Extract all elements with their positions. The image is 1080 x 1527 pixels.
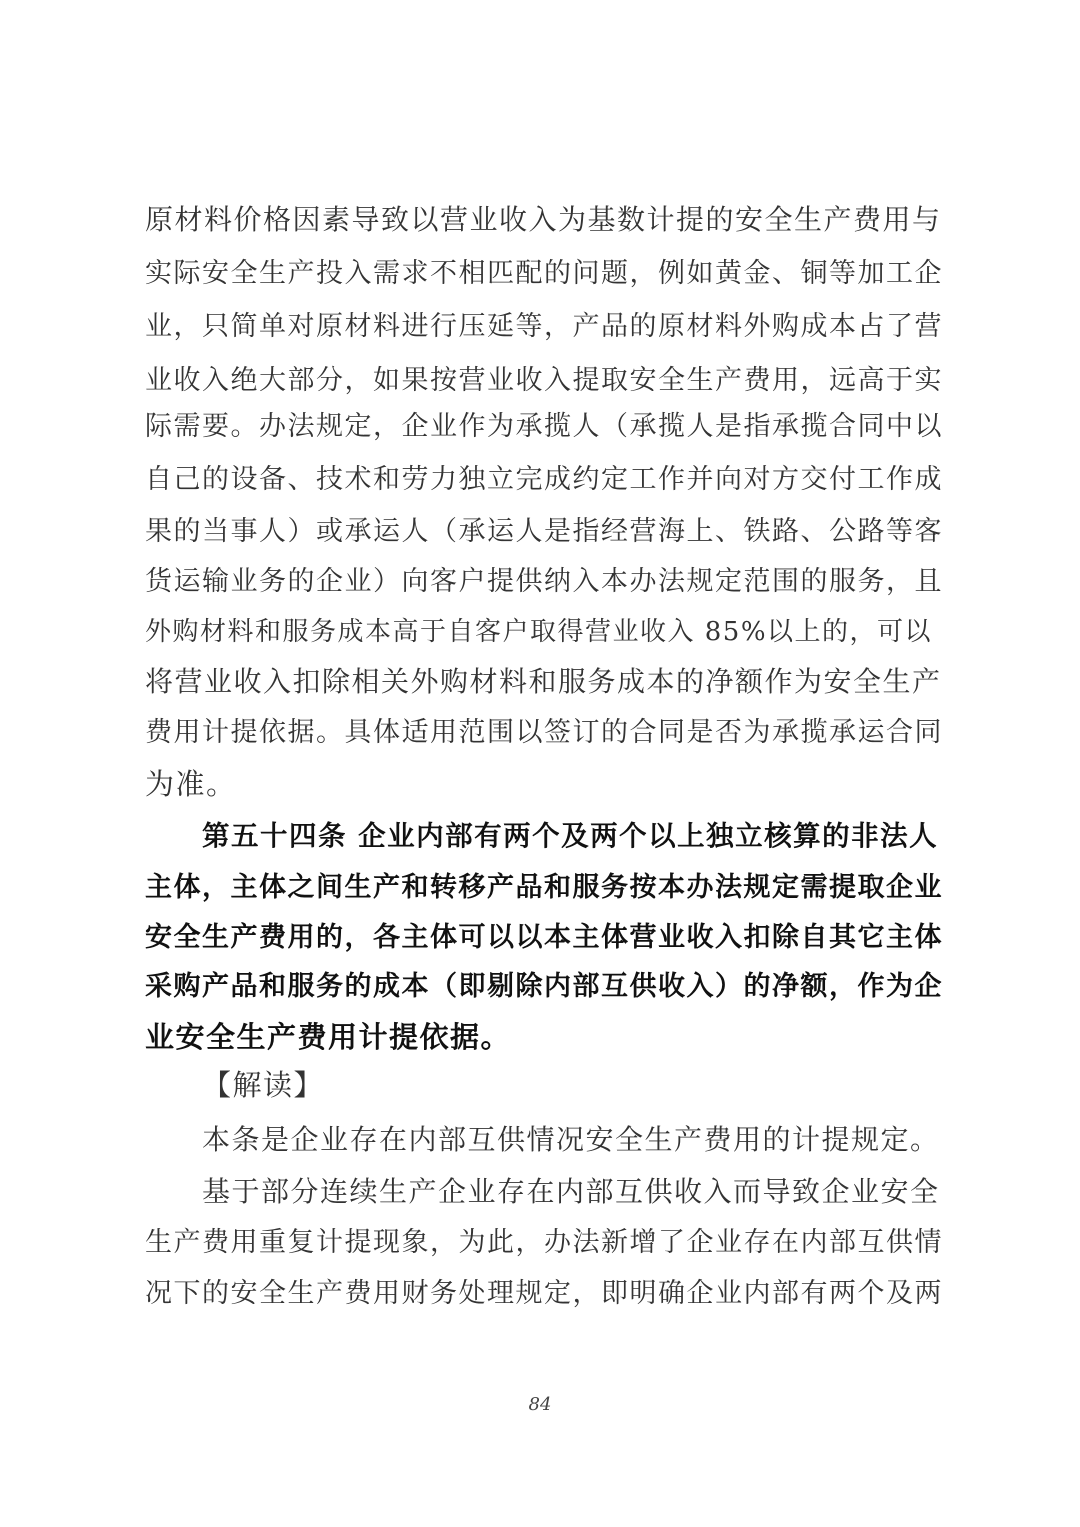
article-text-line: 业安全生产费用计提依据。 bbox=[145, 1020, 512, 1054]
text-line: 将营业收入扣除相关外购材料和服务成本的净额作为安全生产 bbox=[145, 665, 942, 698]
text-line: 为准。 bbox=[145, 767, 237, 801]
text-line: 际需要。办法规定，企业作为承揽人（承揽人是指承揽合同中以 bbox=[145, 411, 943, 442]
text-line: 业收入绝大部分，如果按营业收入提取安全生产费用，远高于实 bbox=[145, 365, 943, 396]
text-line: 费用计提依据。具体适用范围以签订的合同是否为承揽承运合同 bbox=[145, 717, 943, 748]
article-text-line: 主体，主体之间生产和转移产品和服务按本办法规定需提取企业 bbox=[145, 872, 943, 903]
page-number: 84 bbox=[528, 1394, 552, 1415]
text-line: 生产费用重复计提现象，为此，办法新增了企业存在内部互供情 bbox=[145, 1227, 943, 1258]
interpretation-label: 【解读】 bbox=[202, 1068, 325, 1102]
article-heading-line: 第五十四条 企业内部有两个及两个以上独立核算的非法人 bbox=[202, 820, 939, 852]
text-line: 业，只简单对原材料进行压延等，产品的原材料外购成本占了营 bbox=[145, 311, 943, 342]
text-line: 本条是企业存在内部互供情况安全生产费用的计提规定。 bbox=[202, 1123, 940, 1156]
article-text-line: 安全生产费用的，各主体可以以本主体营业收入扣除自其它主体 bbox=[145, 922, 943, 953]
text-line: 基于部分连续生产企业存在内部互供收入而导致企业安全 bbox=[202, 1175, 940, 1208]
text-line: 果的当事人）或承运人（承运人是指经营海上、铁路、公路等客 bbox=[145, 516, 943, 547]
text-line: 货运输业务的企业）向客户提供纳入本办法规定范围的服务，且 bbox=[145, 566, 943, 597]
text-line: 原材料价格因素导致以营业收入为基数计提的安全生产费用与 bbox=[145, 203, 942, 236]
article-text-line: 采购产品和服务的成本（即剔除内部互供收入）的净额，作为企 bbox=[145, 971, 943, 1002]
text-line: 外购材料和服务成本高于自客户取得营业收入 85%以上的，可以 bbox=[145, 617, 933, 647]
text-line: 况下的安全生产费用财务处理规定，即明确企业内部有两个及两 bbox=[145, 1278, 943, 1309]
text-line: 实际安全生产投入需求不相匹配的问题，例如黄金、铜等加工企 bbox=[145, 258, 943, 289]
text-line: 自己的设备、技术和劳力独立完成约定工作并向对方交付工作成 bbox=[145, 464, 943, 495]
